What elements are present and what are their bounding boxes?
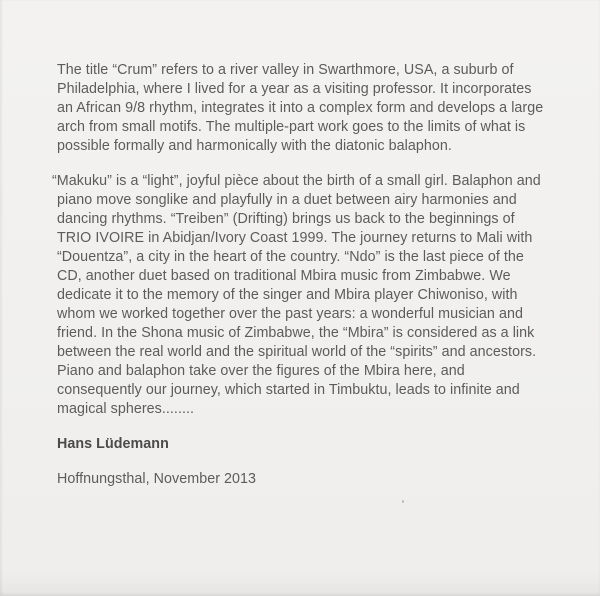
author-name: Hans Lüdemann [57,436,169,452]
dateline: Hoffnungsthal, November 2013 [57,471,257,487]
paragraph-crum: The title “Crum” refers to a river valley in Swarthmore, USA, a suburb of Philadelphia, where I lived for a year as a visiting professor. It incorporates an African 9/8 rhythm, integrates it into a complex form and develops a large arch from small motifs. The multiple-part work goes to the limits of what is possible formally and harmonically with the diatonic balaphon. [57,62,544,154]
paragraph-makuku-journey: “Makuku” is a “light”, joyful pièce about the birth of a small girl. Balaphon and piano move songlike and playfully in a duet between airy harmonies and dancing rhythms. “Treiben” (Drifting) brings us back to the beginnings of TRIO IVOIRE in Abidjan/Ivory Coast 1999. The journey returns to Mali with “Douentza”, a city in the heart of the country. “Ndo” is the last piece of the CD, another duet based on traditional Mbira music from Zimbabwe. We dedicate it to the memory of the singer and Mbira player Chiwoniso, with whom we worked together over the past years: a wonderful musician and friend. In the Shona music of Zimbabwe, the “Mbira” is considered as a link between the real world and the spiritual world of the “spirits” and ancestors. Piano and balaphon take over the figures of the Mbira here, and consequently our journey, which started in Timbuktu, leads to infinite and magical spheres........ [52,173,541,417]
liner-notes-text-block [52,61,549,505]
